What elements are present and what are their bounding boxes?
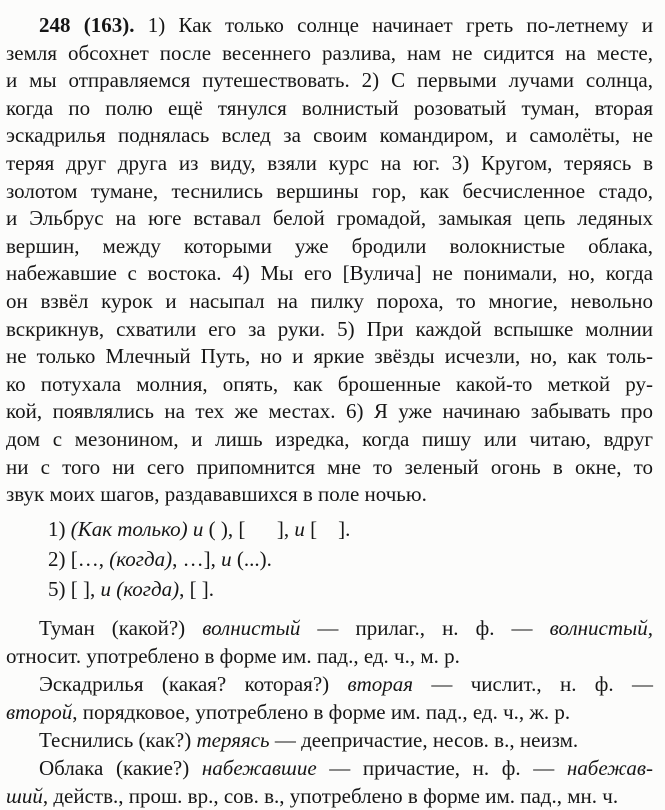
text-line (6, 40, 653, 68)
text-segment: — деепричастие, несов. в., неизм. (269, 727, 579, 752)
text-line (6, 343, 653, 371)
text-segment: (когда) (109, 546, 173, 571)
text-segment: (...). (231, 546, 272, 571)
text-segment: он взвёл курок и насыпал на пилку пороха, то многие, невольно (6, 288, 653, 313)
text-segment: теряя друг друга из виду, взяли курс на юг. 3) Кругом, теряясь в (6, 150, 653, 175)
text-segment: 2) […, (48, 546, 110, 571)
text-line (6, 288, 653, 316)
text-segment: вторая (347, 671, 414, 696)
text-line (6, 782, 653, 810)
text-line (6, 122, 653, 150)
text-line (6, 260, 653, 288)
text-segment: и (294, 516, 305, 541)
text-segment: земля обсохнет после весеннего разлива, нам не сидится на месте, (6, 40, 653, 65)
text-segment: набежавшие с востока. 4) Мы его [Вулича] не понимали, но, когда (6, 261, 653, 286)
text-segment: и (221, 546, 232, 571)
text-segment: , порядковое, употреблено в форме им. пад., ед. ч., ж. р. (72, 699, 571, 724)
text-line (6, 726, 653, 754)
text-segment: набежавшие (201, 755, 317, 780)
text-segment: Облака (какие?) (39, 755, 202, 780)
text-segment: второй (6, 699, 73, 724)
text-segment: 248 (163). (39, 13, 135, 37)
text-line (6, 670, 653, 698)
text-segment: волнистый (202, 615, 301, 640)
text-segment: вскрикнув, схватили его за руки. 5) При каждой вспышке молнии (6, 316, 653, 341)
exercise-paragraph (6, 12, 653, 509)
text-line (6, 67, 653, 95)
text-line (6, 426, 653, 454)
text-segment: 1) (48, 516, 71, 541)
text-segment: теряясь (196, 727, 270, 752)
text-line (6, 454, 653, 482)
text-segment: [ ]. (304, 516, 351, 541)
text-line (6, 316, 653, 344)
text-line (6, 178, 653, 206)
text-segment: набежав- (566, 755, 654, 780)
text-segment: , …], (172, 546, 222, 571)
text-segment: ни с того ни сего припомнится мне то зеленый огонь в окне, то (6, 454, 653, 479)
text-segment: (Как только) и (70, 516, 204, 541)
text-line (6, 481, 653, 509)
text-line (6, 233, 653, 261)
analysis-oblaka (6, 754, 653, 810)
text-line (6, 12, 653, 40)
analysis-tuman (6, 614, 653, 670)
text-segment: ( ), [ ], (203, 516, 295, 541)
text-line (48, 514, 653, 544)
text-segment: — причастие, н. ф. — (316, 755, 567, 780)
text-segment: 5) [ ], (48, 576, 101, 601)
document-blocks (6, 12, 653, 810)
text-segment: когда по полю ещё тянулся волнистый розоватый туман, вторая (6, 95, 653, 120)
text-line (6, 398, 653, 426)
text-line (48, 574, 653, 604)
text-segment: эскадрилья поднялась вслед за своим командиром, и самолёты, не (6, 123, 653, 148)
text-segment: волнистый, (549, 615, 653, 640)
text-segment: звук моих шагов, раздававшихся в поле ночью. (6, 482, 427, 507)
text-segment: вершин, между которыми уже бродили волокнистые облака, (6, 233, 653, 258)
sentence-schemes (6, 514, 653, 604)
text-line (6, 614, 653, 642)
analysis-eskadrilya (6, 670, 653, 726)
text-segment: 1) Как только солнце начинает греть по-летнему и (134, 13, 653, 37)
text-segment: и мы отправляемся путешествовать. 2) С первыми лучами солнца, (6, 68, 653, 93)
text-line (48, 544, 653, 574)
text-line (6, 642, 653, 670)
text-segment: Туман (какой?) (39, 615, 203, 640)
text-segment: ко потухала молния, опять, как брошенные какой-то меткой ру- (6, 371, 653, 396)
text-segment: и (когда) (100, 576, 180, 601)
text-segment: относит. употреблено в форме им. пад., ед. ч., м. р. (6, 643, 460, 668)
text-segment: золотом тумане, теснились вершины гор, как бесчисленное стадо, (6, 178, 653, 203)
text-segment: — числит., н. ф. — (413, 671, 653, 696)
text-segment: не только Млечный Путь, но и яркие звёзды исчезли, но, как толь- (6, 344, 653, 369)
text-segment: дом с мезонином, и лишь изредка, когда пишу или читаю, вдруг (6, 426, 653, 451)
text-line (6, 205, 653, 233)
text-segment: Эскадрилья (какая? которая?) (39, 671, 348, 696)
text-segment: Теснились (как?) (39, 727, 197, 752)
text-line (6, 95, 653, 123)
text-line (6, 698, 653, 726)
text-line (6, 371, 653, 399)
text-segment: и Эльбрус на юге вставал белой громадой, замыкая цепь ледяных (6, 206, 653, 231)
text-segment: — прилаг., н. ф. — (300, 615, 550, 640)
analysis-tesnilis (6, 726, 653, 754)
text-segment: ший (6, 783, 43, 808)
text-segment: , действ., прош. вр., сов. в., употреблено в форме им. пад., мн. ч. (42, 783, 619, 808)
text-line (6, 150, 653, 178)
text-line (6, 754, 653, 782)
text-segment: , [ ]. (179, 576, 215, 601)
text-segment: кой, появлялись на тех же местах. 6) Я уже начинаю забывать про (6, 399, 653, 424)
